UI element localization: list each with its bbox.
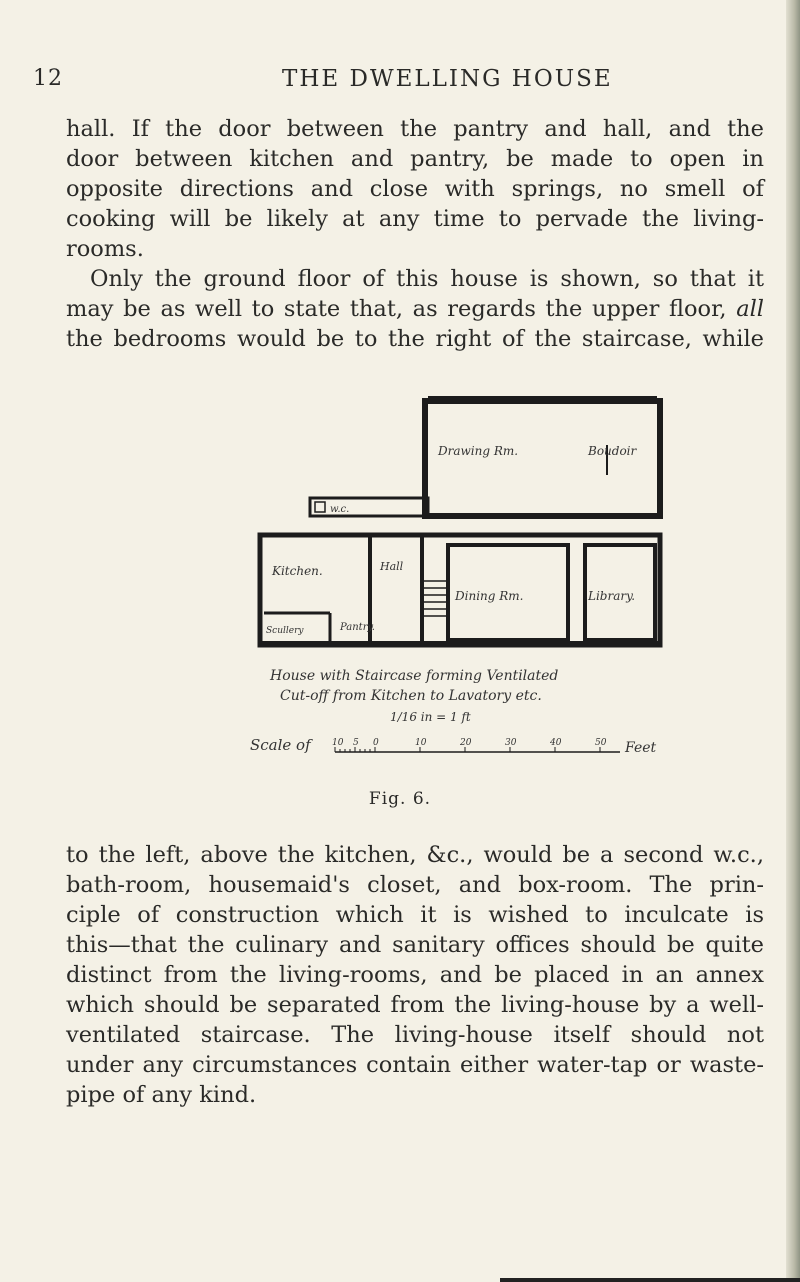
scale-tick: 10 (332, 738, 344, 748)
text-line: door between kitchen and pantry, be made to open in (66, 146, 764, 172)
text-line: distinct from the living-rooms, and be placed in an annex (66, 962, 764, 988)
text-line-with-emphasis (66, 294, 764, 324)
scale-label: Scale of (250, 736, 311, 754)
text-line: ciple of construction which it is wished to inculcate is (66, 902, 764, 928)
plan-annotation: Cut-off from Kitchen to Lavatory etc. (280, 688, 542, 704)
text-line: the bedrooms would be to the right of the staircase, while (66, 326, 764, 352)
staircase (422, 581, 448, 616)
running-head: THE DWELLING HOUSE (282, 66, 613, 92)
room-label-boudoir: Boudoir (588, 444, 637, 458)
scale-tick: 0 (373, 738, 379, 748)
figure-caption: Fig. 6. (368, 789, 432, 809)
text-line: cooking will be likely at any time to pervade the living- (66, 206, 764, 232)
plan-annotation: House with Staircase forming Ventilated (270, 668, 559, 684)
text-line: under any circumstances contain either water-tap or waste- (66, 1052, 764, 1078)
scale-tick: 10 (415, 738, 427, 748)
text-line: this—that the culinary and sanitary offices should be quite (66, 932, 764, 958)
scale-tick: 30 (505, 738, 517, 748)
paragraph-3 (66, 840, 764, 1110)
text-line-lead: may be as well to state that, as regards the upper floor, (66, 296, 727, 322)
scale-tick: 50 (595, 738, 607, 748)
plan-annotation: 1/16 in = 1 ft (390, 710, 471, 724)
upper-block-outline (425, 401, 660, 516)
room-label-pantry: Pantry. (340, 622, 375, 633)
text-line: opposite directions and close with springs, no smell of (66, 176, 764, 202)
scale-tick: 5 (353, 738, 359, 748)
text-line: ventilated staircase. The living-house itself should not (66, 1022, 764, 1048)
scale-tick: 40 (550, 738, 562, 748)
paragraph-2 (66, 264, 764, 354)
room-label-scullery: Scullery (266, 626, 304, 636)
page-edge-shadow (786, 0, 800, 1282)
text-line: Only the ground floor of this house is shown, so that it (90, 266, 764, 292)
page-number: 12 (33, 66, 63, 91)
room-label-dining-room: Dining Rm. (455, 589, 524, 603)
wc-fixture (315, 502, 325, 512)
floor-plan-figure (250, 395, 670, 785)
room-label-wc: w.c. (330, 504, 350, 515)
room-label-drawing-room: Drawing Rm. (438, 444, 519, 458)
room-label-library: Library. (588, 589, 636, 603)
text-line: hall. If the door between the pantry and hall, and the (66, 116, 764, 142)
page-edge-line (500, 1278, 800, 1282)
text-line: which should be separated from the living-house by a well- (66, 992, 764, 1018)
scale-unit: Feet (625, 740, 657, 756)
room-label-hall: Hall (380, 560, 404, 573)
text-line: rooms. (66, 236, 144, 262)
text-line: bath-room, housemaid's closet, and box-room. The prin- (66, 872, 764, 898)
room-label-kitchen: Kitchen. (272, 564, 323, 578)
scale-tick: 20 (460, 738, 472, 748)
paragraph-1 (66, 114, 764, 264)
text-line: to the left, above the kitchen, &c., would be a second w.c., (66, 842, 764, 868)
wc-block (310, 498, 428, 516)
top-wall-hatch (428, 396, 657, 401)
emphasis-word: all (736, 296, 764, 322)
text-line: pipe of any kind. (66, 1082, 257, 1108)
scale-bar (250, 736, 657, 756)
